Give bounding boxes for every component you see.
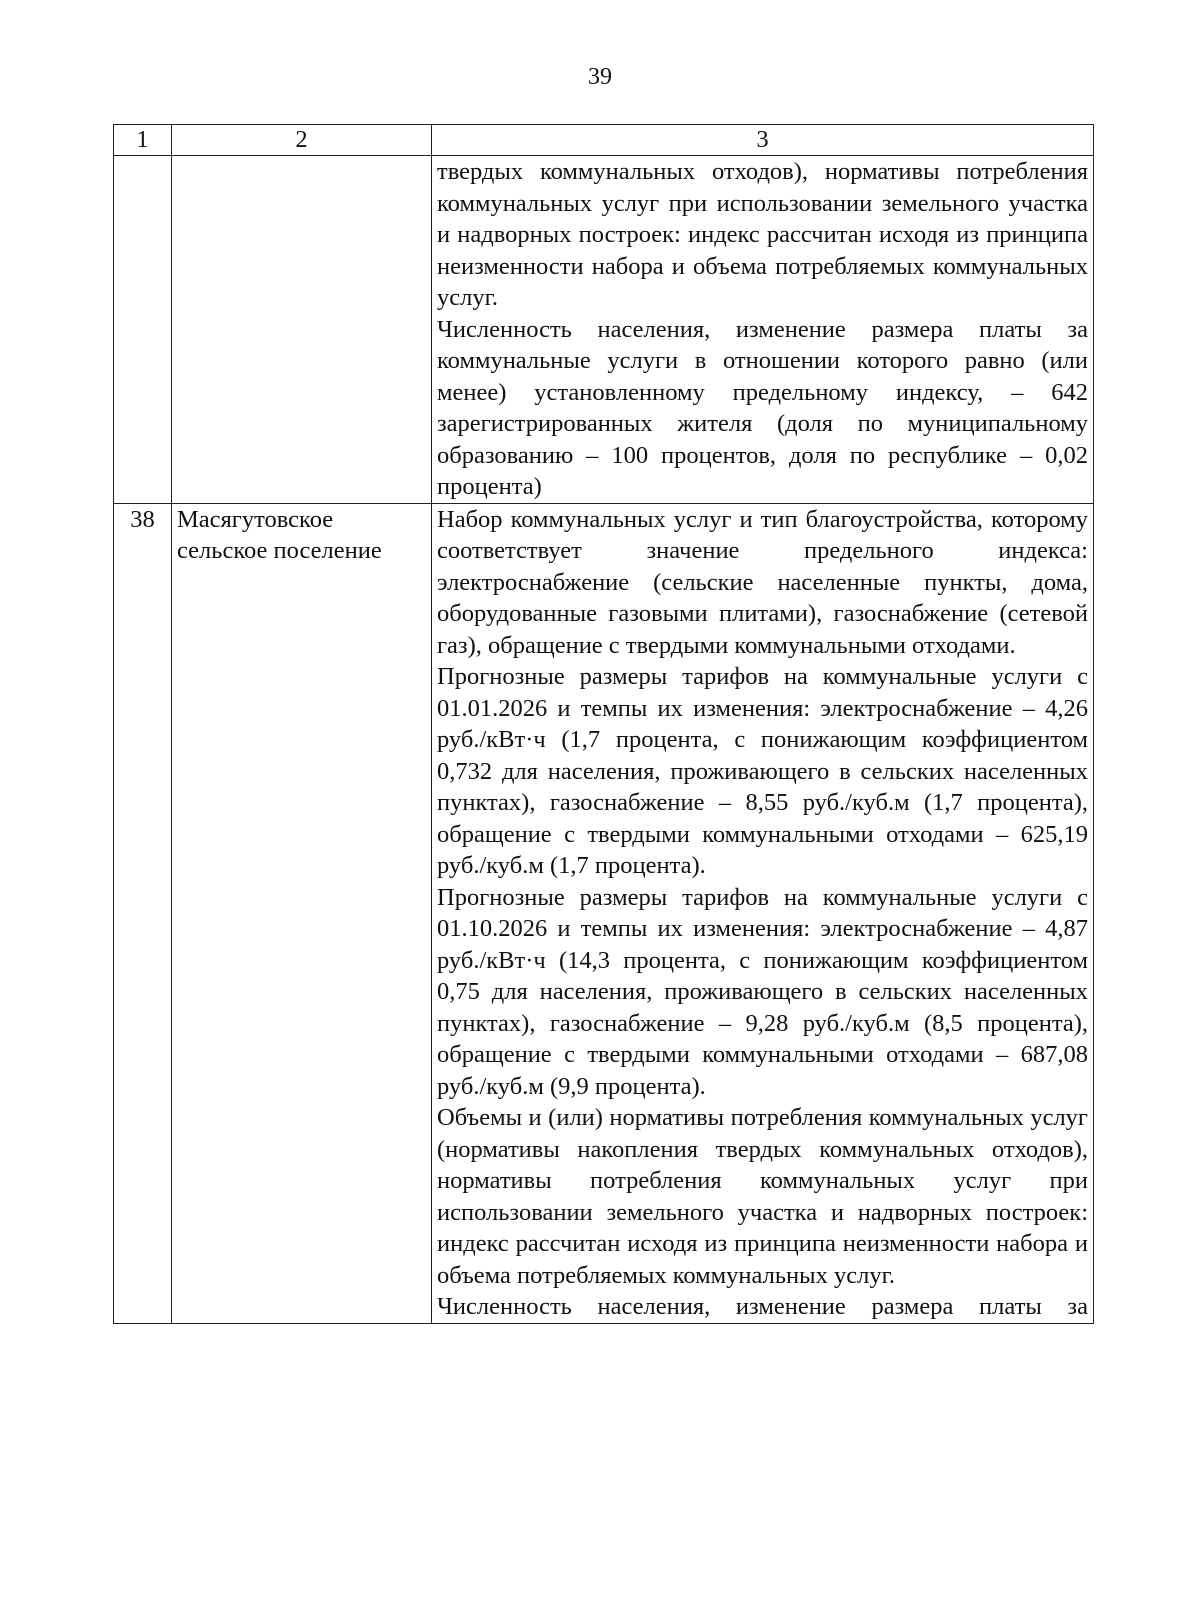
header-col-1: 1 <box>114 125 172 156</box>
description-paragraph: Численность населения, изменение размера платы за коммунальные услуги в отношении которого равно (или менее) установленному предельному индексу, – 642 зарегистрированных жителя (доля по муниципальному образованию – 100 процентов, доля по республике – 0,02 процента) <box>437 315 1088 500</box>
row-description <box>432 503 1094 1323</box>
table-row <box>114 503 1094 1323</box>
table-row <box>114 156 1094 504</box>
description-paragraph: Объемы и (или) нормативы потребления коммунальных услуг (нормативы накопления твердых коммунальных отходов), нормативы потребления коммунальных услуг при использовании земельного участка и надворных построек: индекс рассчитан исходя из принципа неизменности набора и объема потребляемых коммунальных услуг. <box>437 1104 1088 1289</box>
description-paragraph: Набор коммунальных услуг и тип благоустройства, которому соответствует значение предельного индекса: электроснабжение (сельские населенные пункты, дома, оборудованные газовыми плитами), газоснабжение (сетевой газ), обращение с твердыми коммунальными отходами. <box>437 505 1088 659</box>
page-number: 39 <box>588 64 612 90</box>
row-number <box>114 156 172 504</box>
header-col-2: 2 <box>172 125 432 156</box>
row-description <box>432 156 1094 504</box>
row-number: 38 <box>114 503 172 1323</box>
municipality-name: Масягутовское сельское поселение <box>172 503 432 1323</box>
tariff-table <box>113 124 1094 1324</box>
description-paragraph: твердых коммунальных отходов), нормативы потребления коммунальных услуг при использовании земельного участка и надворных построек: индекс рассчитан исходя из принципа неизменности набора и объема потребляемых коммунальных услуг. <box>437 158 1088 311</box>
description-paragraph: Численность населения, изменение размера платы за <box>437 1293 1088 1320</box>
description-paragraph: Прогнозные размеры тарифов на коммунальные услуги с 01.10.2026 и темпы их изменения: электроснабжение – 4,87 руб./кВт·ч (14,3 процента, с понижающим коэффициентом 0,75 для населения, проживающего в сельских населенных пунктах), газоснабжение – 9,28 руб./куб.м (8,5 процента), обращение с твердыми коммунальными отходами – 687,08 руб./куб.м (9,9 процента). <box>437 883 1088 1100</box>
header-col-3: 3 <box>432 125 1094 156</box>
description-paragraph: Прогнозные размеры тарифов на коммунальные услуги с 01.01.2026 и темпы их изменения: электроснабжение – 4,26 руб./кВт·ч (1,7 процента, с понижающим коэффициентом 0,732 для населения, проживающего в сельских населенных пунктах), газоснабжение – 8,55 руб./куб.м (1,7 процента), обращение с твердыми коммунальными отходами – 625,19 руб./куб.м (1,7 процента). <box>437 663 1088 879</box>
table-header-row <box>114 125 1094 156</box>
municipality-name <box>172 156 432 504</box>
